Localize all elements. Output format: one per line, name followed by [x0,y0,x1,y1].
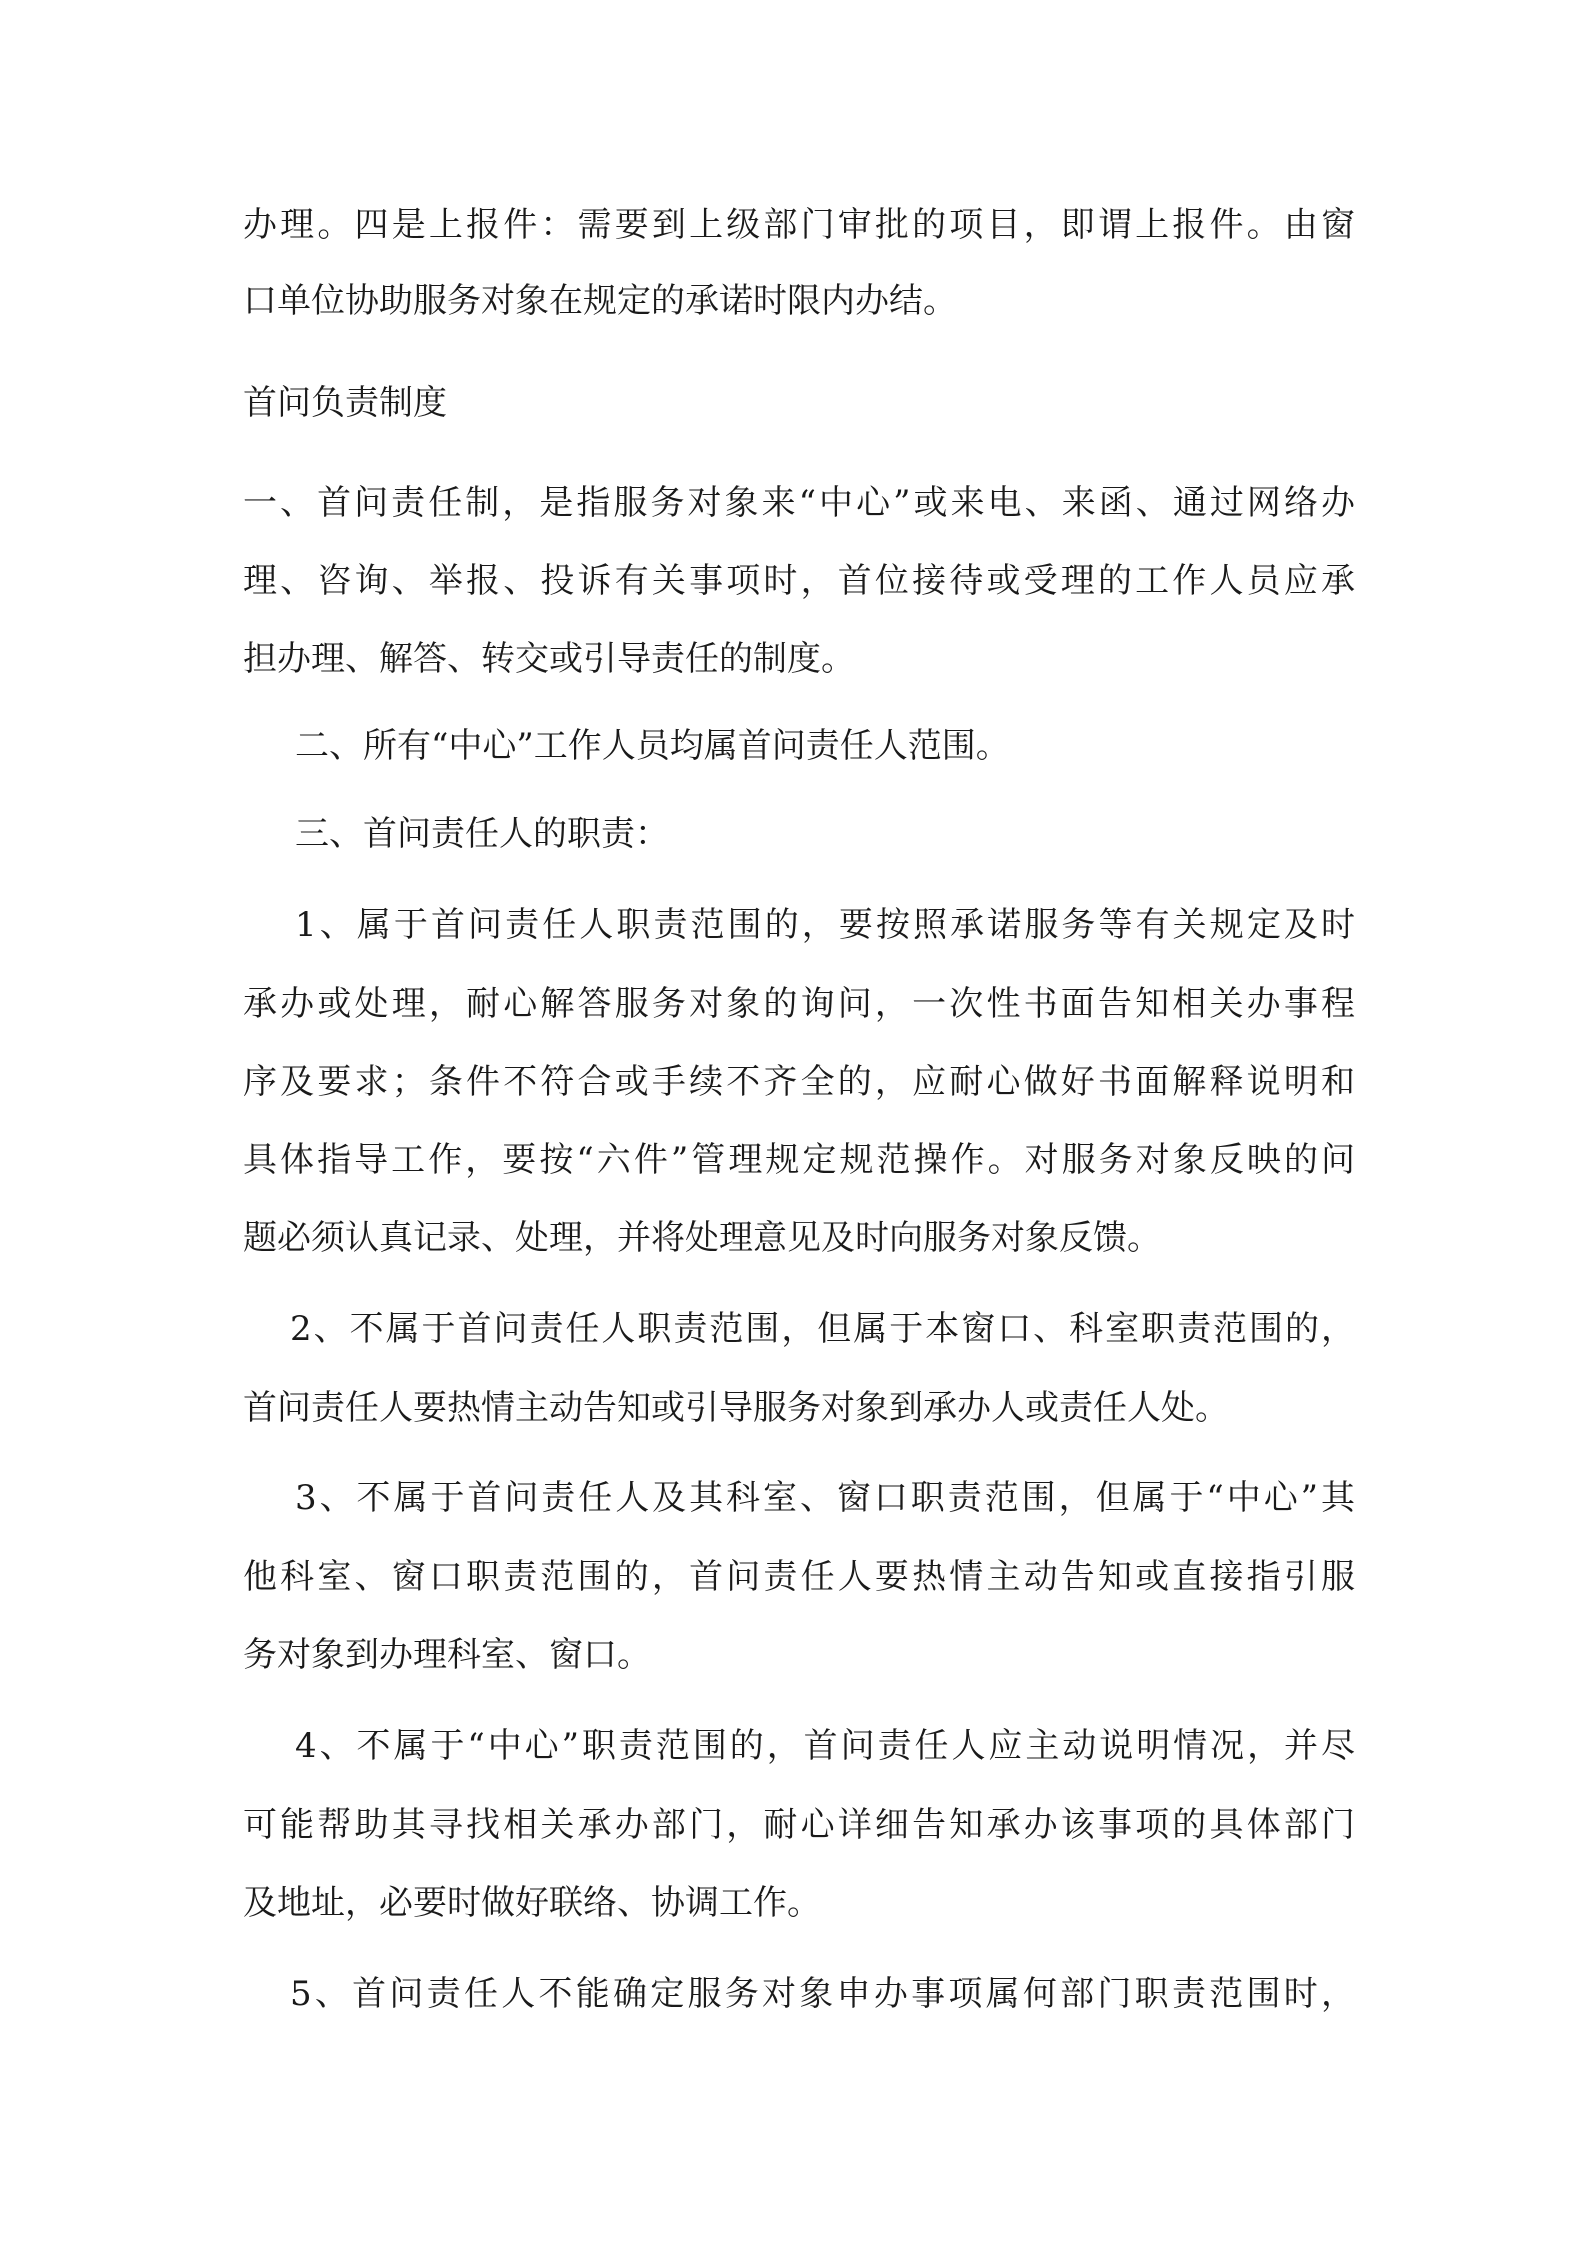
text-line: 担办理、解答、转交或引导责任的制度。 [243,639,855,679]
text-line: 题必须认真记录、处理，并将处理意见及时向服务对象反馈。 [243,1218,1161,1258]
text-line: 他科室、窗口职责范围的，首问责任人要热情主动告知或直接指引服 [243,1557,1355,1597]
text-line: 4、不属于“中心”职责范围的，首问责任人应主动说明情况，并尽 [295,1726,1355,1766]
text-line: 首问责任人要热情主动告知或引导服务对象到承办人或责任人处。 [243,1388,1229,1428]
text-line: 1、属于首问责任人职责范围的，要按照承诺服务等有关规定及时 [295,905,1355,945]
text-line: 务对象到办理科室、窗口。 [243,1635,651,1675]
text-line: 二、所有“中心”工作人员均属首问责任人范围。 [295,726,1010,766]
text-line: 具体指导工作，要按“六件”管理规定规范操作。对服务对象反映的问 [243,1140,1355,1180]
text-line: 三、首问责任人的职责： [295,814,669,854]
text-line: 一、首问责任制，是指服务对象来“中心”或来电、来函、通过网络办 [243,483,1355,523]
text-line: 理、咨询、举报、投诉有关事项时，首位接待或受理的工作人员应承 [243,561,1355,601]
text-line: 办理。四是上报件：需要到上级部门审批的项目，即谓上报件。由窗 [243,205,1355,245]
text-line: 承办或处理，耐心解答服务对象的询问，一次性书面告知相关办事程 [243,984,1355,1024]
section-heading: 首问负责制度 [243,383,447,423]
text-line: 口单位协助服务对象在规定的承诺时限内办结。 [243,281,957,321]
text-line: 序及要求；条件不符合或手续不齐全的，应耐心做好书面解释说明和 [243,1062,1355,1102]
text-line: 可能帮助其寻找相关承办部门，耐心详细告知承办该事项的具体部门 [243,1805,1355,1845]
text-line: 及地址，必要时做好联络、协调工作。 [243,1883,821,1923]
text-line: 5、首问责任人不能确定服务对象申办事项属何部门职责范围时， [290,1974,1355,2014]
text-line: 3、不属于首问责任人及其科室、窗口职责范围，但属于“中心”其 [295,1478,1355,1518]
text-line: 2、不属于首问责任人职责范围，但属于本窗口、科室职责范围的， [290,1309,1355,1349]
